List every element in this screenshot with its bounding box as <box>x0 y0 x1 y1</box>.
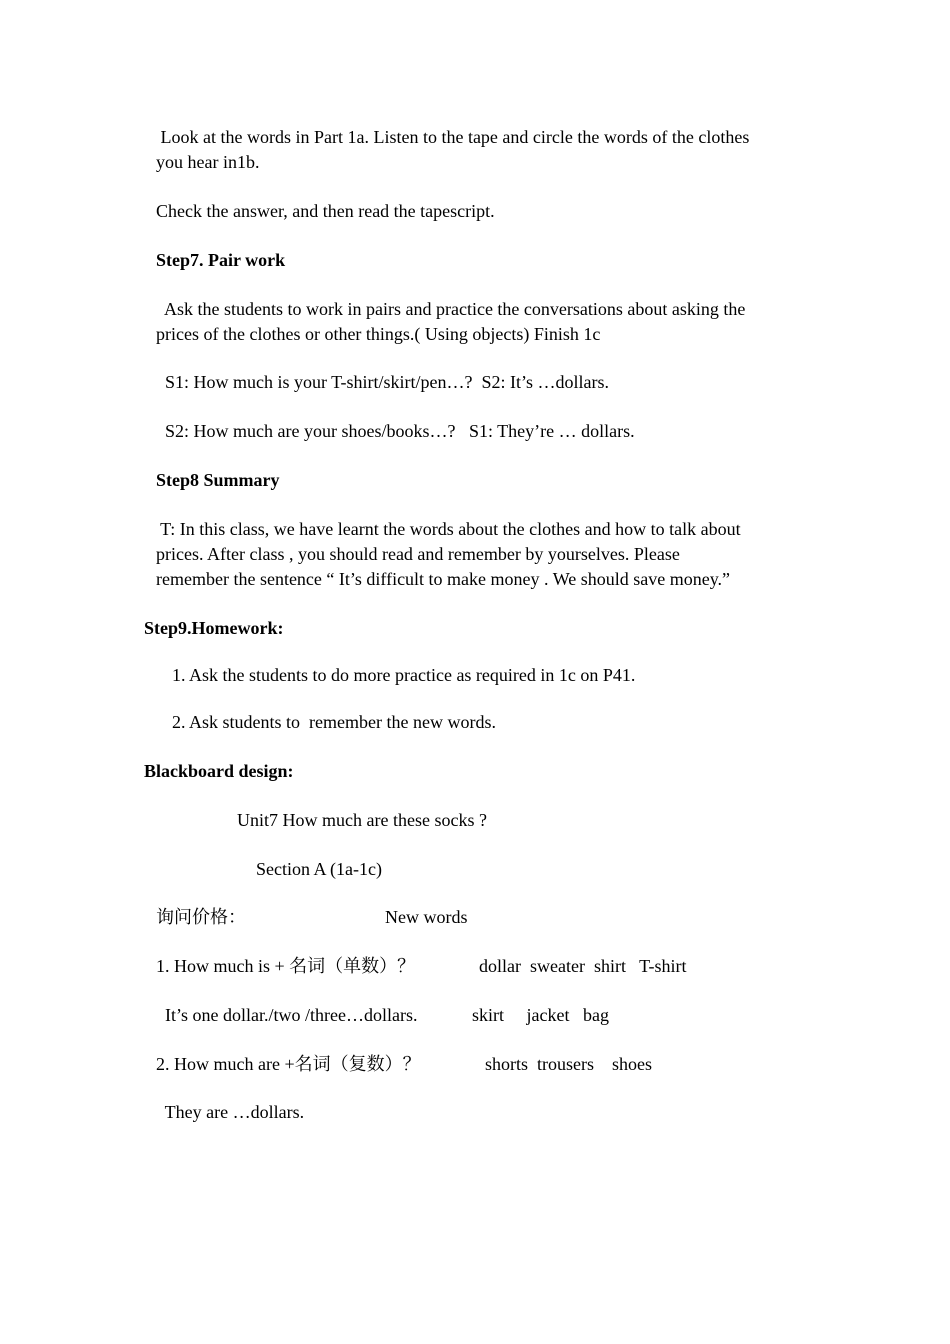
blackboard-right-2: skirt jacket bag <box>472 1005 609 1025</box>
blackboard-heading: Blackboard design: <box>144 761 294 781</box>
step7-line-2: prices of the clothes or other things.( Using objects) Finish 1c <box>156 324 601 344</box>
step8-heading: Step8 Summary <box>156 470 280 490</box>
intro-line-1: Look at the words in Part 1a. Listen to the tape and circle the words of the clothes <box>156 127 750 147</box>
blackboard-right-3: shorts trousers shoes <box>485 1054 652 1074</box>
intro-line-2: you hear in1b. <box>156 152 260 172</box>
step7-line-1: Ask the students to work in pairs and practice the conversations about asking the <box>156 299 746 319</box>
step9-heading: Step9.Homework: <box>144 618 284 638</box>
homework-item-2: 2. Ask students to remember the new words. <box>172 712 496 732</box>
step7-heading: Step7. Pair work <box>156 250 286 270</box>
blackboard-right-label: New words <box>385 907 468 927</box>
blackboard-left-1: 1. How much is + 名词（单数）？ <box>156 956 416 976</box>
step7-dialog-2: S2: How much are your shoes/books…? S1: They’re … dollars. <box>156 421 635 441</box>
blackboard-left-label: 询问价格： <box>156 907 246 927</box>
blackboard-left-3: 2. How much are +名词（复数）？ <box>156 1054 421 1074</box>
intro-check-line: Check the answer, and then read the tapescript. <box>156 201 495 221</box>
blackboard-right-1: dollar sweater shirt T-shirt <box>479 956 687 976</box>
blackboard-left-2: It’s one dollar./two /three…dollars. <box>156 1005 418 1025</box>
homework-item-1: 1. Ask the students to do more practice as required in 1c on P41. <box>172 665 636 685</box>
step7-dialog-1: S1: How much is your T-shirt/skirt/pen…? S2: It’s …dollars. <box>156 372 609 392</box>
blackboard-title: Unit7 How much are these socks ? <box>237 810 487 830</box>
blackboard-section: Section A (1a-1c) <box>256 859 382 879</box>
step8-line-3: remember the sentence “ It’s difficult to make money . We should save money.” <box>156 569 731 589</box>
step8-line-1: T: In this class, we have learnt the words about the clothes and how to talk about <box>156 519 741 539</box>
step8-line-2: prices. After class , you should read and remember by yourselves. Please <box>156 544 680 564</box>
blackboard-left-4: They are …dollars. <box>156 1102 305 1122</box>
